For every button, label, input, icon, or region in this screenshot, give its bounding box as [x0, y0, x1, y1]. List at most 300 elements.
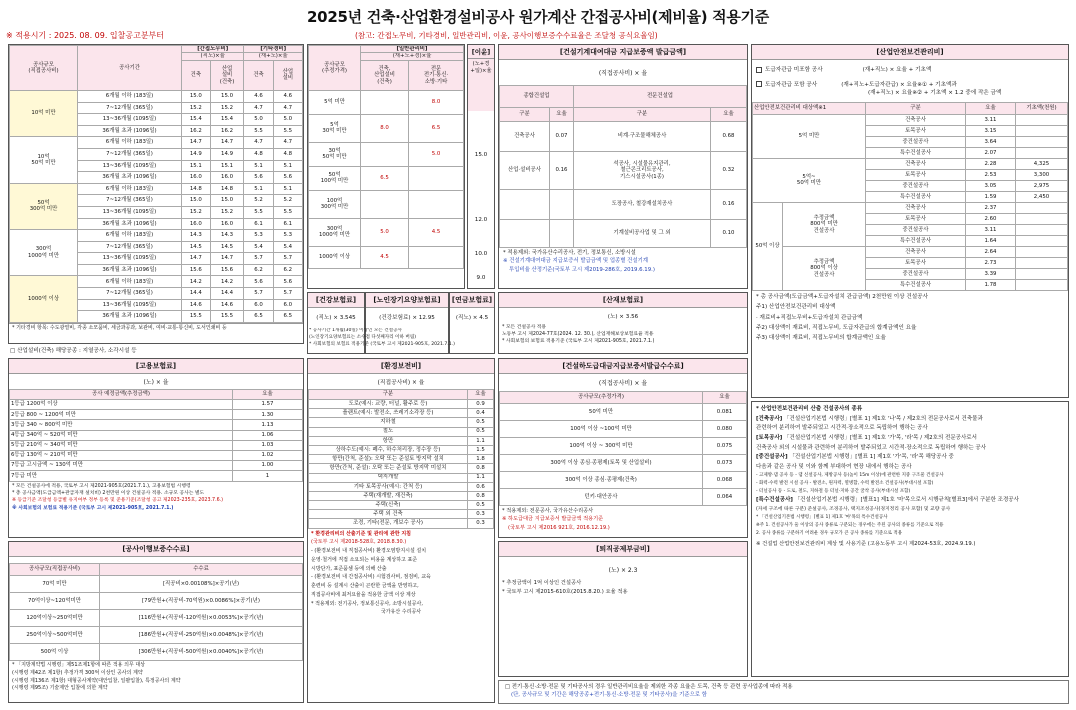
environment-cell: 0.6 — [468, 482, 494, 491]
safety-cell: 3.15 — [966, 125, 1016, 136]
other-formula: (재+노)×율 — [244, 53, 303, 60]
machine-cell — [500, 220, 550, 248]
labor-rate: 15.5 — [182, 311, 211, 323]
safety-col-rate: 요율 — [966, 102, 1016, 114]
env-col-type: 구분 — [309, 390, 468, 400]
safety-cell: 2.28 — [966, 158, 1016, 169]
col-plant2: 산업 설비 — [273, 60, 302, 90]
labor-rate: 4.6 — [244, 90, 273, 102]
environment-cell: 주택(신축) — [309, 501, 468, 510]
guar-col-fee: 수수료 — [100, 564, 303, 576]
labor-period: 36개월 초과 (1096일) — [78, 125, 182, 137]
labor-rate: 14.7 — [182, 137, 211, 149]
machine-row — [500, 122, 747, 152]
guarantee-cell: 250억이상~500억미만 — [10, 627, 100, 644]
labor-rate: 16.0 — [182, 172, 211, 184]
labor-rate: 6.1 — [244, 218, 273, 230]
labor-rate: 4.7 — [244, 137, 273, 149]
sub-col-rate: 요율 — [703, 392, 747, 404]
subcontract-cell: 0.064 — [703, 489, 747, 506]
machine-col-rate: 요율 — [550, 108, 574, 122]
labor-period: 7~12개월 (365일) — [78, 288, 182, 300]
general-rate — [409, 246, 464, 268]
subcontract-cell: 100억 이상 ~100억 미만 — [500, 421, 703, 438]
safety-opt1: 도급자관급 미포함 공사 (재+직노) × 요율 + 기초액 — [756, 66, 1064, 75]
general-rate: 4.5 — [409, 218, 464, 246]
employment-cell: 4등급 340억 ~ 520억 미만 — [10, 430, 233, 440]
safety-head: [산업안전보건관리비] — [752, 45, 1068, 60]
safety-col-base: 기초액(천원) — [1016, 102, 1068, 114]
labor-rate: 15.0 — [182, 90, 211, 102]
labor-rate: 14.9 — [210, 148, 244, 160]
environment-row — [309, 464, 494, 473]
guarantee-row — [10, 627, 303, 644]
machine-h1: 종합건설업 — [500, 86, 574, 108]
general-scale: 1000억 이상 — [309, 246, 361, 268]
machine-head: [건설기계대여대금 지급보증액 발급금액] — [499, 45, 747, 60]
labor-rate: 5.2 — [244, 195, 273, 207]
labor-rate: 5.4 — [244, 241, 273, 253]
guarantee-cell: [116만원+(직공비-120억원)×0.0053%]×공기(년) — [100, 610, 303, 627]
retirement-head: [퇴직공제부금비] — [499, 542, 747, 557]
environment-notes: * 환경관리비의 산출기준 및 관리에 관한 지침 (국토부 고시 제2018-528호, 2018.8.30.) - (환경보전비 내 직접공사비) 환경오염방지시설 설치 운영·철거에 직접 소요되는 비용을 계상하고 표준 시방단가, 표준품셈 등에 의해 산출 - (환경보전비 내 간접공사비) 시험검사비, 점검비, 교육 훈련비 등 설계시 산출이 곤란한 금액을 반영하고, 직접공사비에 최저요율을 적용한 금액 이상 계상 * 적용제외: 전기공사, 정보통신공사, 소방시설공사, 국가유산 수리공사 — [311, 530, 431, 616]
machine-cell: 0.10 — [711, 220, 747, 248]
subcontract-cell: 0.080 — [703, 421, 747, 438]
machine-col-rate2: 요율 — [711, 108, 747, 122]
environment-row — [309, 501, 494, 510]
labor-rate: 14.8 — [182, 183, 211, 195]
safety-cell: 특수건설공사 — [866, 191, 966, 202]
machine-cell — [550, 220, 574, 248]
safety-n4: 주3) 대상액이 재료비, 직접노무비의 합계금액인 요율 — [756, 335, 886, 342]
col-plant: 산업 설비 (건축) — [210, 60, 244, 90]
health-note: * 공사기간 1개월(30일) 이상인 모든 건설공사 — [309, 328, 402, 333]
general-row — [309, 218, 464, 246]
labor-rate: 4.8 — [273, 148, 302, 160]
labor-rate: 5.5 — [244, 125, 273, 137]
subcontract-formula: (직접공사비) × 율 — [598, 380, 648, 387]
machine-row — [500, 190, 747, 220]
environment-cell: 지하철 — [309, 418, 468, 427]
labor-rate: 14.8 — [210, 183, 244, 195]
environment-row — [309, 482, 494, 491]
safety-scale: 5억 미만 — [753, 114, 866, 158]
labor-rate: 14.4 — [182, 288, 211, 300]
profit-section — [467, 44, 495, 289]
emp-col-rate: 요율 — [233, 390, 303, 400]
labor-row — [10, 276, 303, 288]
labor-rate: 6.5 — [273, 311, 302, 323]
environment-row — [309, 510, 494, 519]
general-rate: 5.0 — [361, 218, 409, 246]
employment-cell: 1등급 1200억 이상 — [10, 400, 233, 410]
col-building: 건축 — [182, 60, 211, 90]
safety-note-a: * 총 공사금액(도급금액+도급자설치 관급금액) 2천만원 이상 건설공사 — [756, 293, 928, 300]
safety-cell: 특수건설공사 — [866, 235, 966, 246]
subcontract-row — [500, 472, 747, 489]
subcontract-cell: 300억 이상 종심·종평제(건축) — [500, 472, 703, 489]
labor-scale: 10억 50억 미만 — [10, 137, 78, 183]
labor-rate: 5.1 — [244, 183, 273, 195]
general-rate: 6.5 — [361, 166, 409, 190]
safety-types-section — [751, 401, 1069, 677]
labor-rate: 14.2 — [182, 276, 211, 288]
safety-cell: 건축공사 — [866, 114, 966, 125]
environment-formula: (직접공사비) × 율 — [377, 380, 425, 386]
environment-cell: 상하수도(예시: 폐수, 하수처리장, 정수장 등) — [309, 445, 468, 454]
pension-head: [연금보험료] — [450, 293, 494, 308]
subcontract-cell: 0.075 — [703, 438, 747, 455]
labor-rate: 15.4 — [182, 114, 211, 126]
safety-cell — [1016, 235, 1068, 246]
labor-rate: 15.5 — [210, 311, 244, 323]
safety-cell: 2.60 — [966, 213, 1016, 224]
labor-period: 7~12개월 (365일) — [78, 148, 182, 160]
safety-sub: 추정금액 800억 미만 건설공사 — [783, 202, 866, 246]
machine-cell — [550, 190, 574, 220]
guarantee-cell: [직공비×0.00108%]×공기(년) — [100, 576, 303, 593]
environment-cell: 0.3 — [468, 519, 494, 528]
machine-cell: 0.16 — [550, 152, 574, 190]
environment-cell: 항만(간척, 준설): 오탁 또는 준설토 방지막 미설치 — [309, 464, 468, 473]
labor-rate: 4.7 — [273, 102, 302, 114]
footer-body: □ 전기·통신·소방·전문 및 기타공사의 경우 일반관리비요율을 제외한 각종 요율은 도목, 건축 등 관련 공사업종에 따라 적용 (단, 공사규모 및 기간은 해당공종+전기·통신·소방·전문 및 기타공사)을 기준으로 함 — [505, 684, 793, 699]
general-rate: 6.5 — [409, 114, 464, 142]
pension-formula: (직노) × 4.5 — [455, 315, 489, 321]
safety-cell: 중건설공사 — [866, 136, 966, 147]
retirement-formula: (노) × 2.3 — [608, 567, 638, 574]
labor-period: 36개월 초과 (1096일) — [78, 172, 182, 184]
labor-period: 13~36개월 (1095일) — [78, 160, 182, 172]
safety-row — [753, 114, 1068, 125]
guarantee-table — [9, 563, 303, 661]
labor-rate: 6.1 — [273, 218, 302, 230]
safety-types-body: * 산업안전보건관리비 산출 건설공사의 종류 [건축공사] 「건설산업기본법 시행령」[별표 1] 제1호 '나'목 / 제2호의 전문공사로서 건축물과 관련하여 분리하여 발주되었고 시간적·장소적으로 독립하여 행하는 공사 [토목공사] 「건설산업기본법 시행령」[별표 1] 제1호 '가'목, '라'목 / 제2호의 전문공사로서 건축공사 외의 시설물과 관련하여 분리하여 발주되었고 시간적·장소적으로 독립하여 행하는 공사 [중건설공사] 「건설산업기본법 시행령」[별표 1] 제1호 '가'목, '라'목 해당공사 중 다음과 같은 공사 및 이와 함께 부대하여 현장 내에서 행하는 공사 - 고제방·댐 공사 등 - 댐 신설공사, 제방공사 등(높이 15m 이상)에 관련한 지중 구조물 건설공사 - 화력·수력 발전 시설 공사 - 발전소, 원자력, 열병합, 수력 발전소 건설공사(부대시설 포함) - 터널공사 등 - 도로, 철도, 지하철 등 터널·지하 공간 굴착 공사(부대시설 포함) [특수건설공사] 「건설산업기본법 시행령」[별표1] 제1호 '마'목으로서 시행규칙[별표3]에서 구분한 조경공사 (자세 구조에 따른 구분) 준설공사, 조경공사, 택지조성공사(경지정리 공사 포함) 및 교량 공사 * 「건설산업기본법 시행령」[별표 1] 제1호 '마'목의 특수건설공사 ※주 1. 건설공사가 둘 이상의 공사 종류로 구분되는 경우에는 주된 공사의 종류를 기준으로 적용 2. 공사 종류를 구분하기 어려운 경우 규모가 큰 공사 종류를 기준으로 적용 ※ 건설업 산업안전보건관리비 계상 및 사용기준 (고용노동부 고시 제2024-53호, 2024.9.19.) — [756, 406, 1019, 547]
labor-row — [10, 230, 303, 242]
labor-row — [10, 183, 303, 195]
subcontract-table — [499, 391, 747, 506]
environment-row — [309, 409, 494, 418]
labor-scale: 10억 미만 — [10, 90, 78, 136]
labor-period: 6개월 이하 (183일) — [78, 183, 182, 195]
safety-cell: 2.37 — [966, 202, 1016, 213]
general-rate: 8.0 — [361, 114, 409, 142]
safety-col-label: 산업안전보건관리비 대상액※1 — [753, 102, 866, 114]
safety-n1: 주1) 산업안전보건관리비 대상액 — [756, 304, 836, 311]
profit-v2: 12.0 — [474, 217, 488, 223]
environment-row — [309, 418, 494, 427]
labor-rate: 15.6 — [182, 264, 211, 276]
labor-rate: 5.1 — [244, 160, 273, 172]
environment-cell: 1.8 — [468, 455, 494, 464]
safety-cell: 건축공사 — [866, 202, 966, 213]
labor-rate: 14.7 — [210, 253, 244, 265]
environment-cell: 0.4 — [468, 409, 494, 418]
apply-date: ※ 적용시기 : 2025. 08. 09. 입찰공고분부터 — [6, 31, 165, 40]
employment-cell: 2등급 800 ~ 1200억 미만 — [10, 410, 233, 420]
general-scale: 5억 미만 — [309, 90, 361, 114]
labor-rate: 5.0 — [273, 114, 302, 126]
safety-cell: 1.64 — [966, 235, 1016, 246]
profit-head: [이윤] — [468, 45, 494, 59]
safety-cell: 1.59 — [966, 191, 1016, 202]
safety-cell — [1016, 279, 1068, 290]
general-row — [309, 246, 464, 268]
general-row — [309, 190, 464, 218]
machine-row — [500, 152, 747, 190]
labor-row — [10, 90, 303, 102]
accident-formula: (노) × 3.56 — [607, 314, 639, 320]
labor-period: 7~12개월 (365일) — [78, 102, 182, 114]
safety-cell — [1016, 268, 1068, 279]
labor-period: 13~36개월 (1095일) — [78, 114, 182, 126]
labor-rate: 14.7 — [210, 137, 244, 149]
labor-rate: 5.6 — [244, 276, 273, 288]
employment-cell: 7등급 고시금액 ~ 130억 미만 — [10, 461, 233, 471]
subcontract-row — [500, 421, 747, 438]
emp-col-scale: 공사 예정금액(추정금액) — [10, 390, 233, 400]
labor-rate: 5.1 — [273, 160, 302, 172]
labor-head: [간접노무비] — [182, 46, 244, 53]
labor-rate: 5.7 — [244, 253, 273, 265]
labor-rate: 15.2 — [210, 206, 244, 218]
machine-col-type2: 구분 — [574, 108, 711, 122]
page-title: 2025년 건축·산업환경설비공사 원가계산 간접공사비(제비율) 적용기준 — [307, 8, 769, 26]
safety-cell — [1016, 125, 1068, 136]
environment-cell: 기타 토목공사(예시: 간척 등) — [309, 482, 468, 491]
labor-rate: 5.2 — [273, 195, 302, 207]
safety-cell: 3.11 — [966, 114, 1016, 125]
longterm-formula: (건강보험료) × 12.95 — [379, 315, 435, 321]
subcontract-row — [500, 404, 747, 421]
labor-rate: 15.1 — [210, 160, 244, 172]
subcontract-cell: 턴키·대안공사 — [500, 489, 703, 506]
labor-rate: 14.3 — [182, 230, 211, 242]
labor-rate: 14.7 — [182, 253, 211, 265]
safety-cell — [1016, 246, 1068, 257]
guarantee-head: [공사이행보증수수료] — [9, 542, 303, 557]
environment-cell: 주택(재개발, 재건축) — [309, 491, 468, 500]
employment-cell: 3등급 340 ~ 800억 미만 — [10, 420, 233, 430]
environment-row — [309, 436, 494, 445]
employment-cell: 6등급 130억 ~ 210억 미만 — [10, 450, 233, 460]
safety-cell: 특수건설공사 — [866, 147, 966, 158]
environment-row — [309, 473, 494, 482]
labor-rate: 14.4 — [210, 288, 244, 300]
general-row — [309, 166, 464, 190]
environment-cell: 조경, 기타(전문, 개보수 공사) — [309, 519, 468, 528]
labor-rate: 14.6 — [182, 299, 211, 311]
profit-v1: 15.0 — [474, 152, 488, 158]
footer-note — [498, 680, 1069, 704]
environment-cell: 택지개발 — [309, 473, 468, 482]
subcontract-cell: 300억 이상 종심·종평제(토목 및 산업설비) — [500, 455, 703, 472]
employment-formula: (노) × 율 — [143, 379, 169, 386]
environment-row — [309, 400, 494, 409]
employment-cell: 1.13 — [233, 420, 303, 430]
labor-scale: 1000억 이상 — [10, 276, 78, 322]
safety-col-type: 구분 — [866, 102, 966, 114]
reference-note: (참고: 간접노무비, 기타경비, 일반관리비, 이윤, 공사이행보증수수료율은 조달청 공식요율임) — [355, 31, 658, 40]
profit-v3: 10.0 — [474, 251, 488, 257]
labor-period: 13~36개월 (1095일) — [78, 253, 182, 265]
labor-period: 6개월 이하 (183일) — [78, 90, 182, 102]
labor-scale: 300억 1000억 미만 — [10, 230, 78, 276]
general-scale: 50억 100억 미만 — [309, 166, 361, 190]
safety-cell: 1.78 — [966, 279, 1016, 290]
safety-cell: 특수건설공사 — [866, 279, 966, 290]
labor-rate: 5.6 — [273, 276, 302, 288]
general-table — [308, 45, 464, 269]
environment-row — [309, 427, 494, 436]
safety-cell — [1016, 114, 1068, 125]
safety-cell: 3.39 — [966, 268, 1016, 279]
general-scale: 100억 300억 미만 — [309, 190, 361, 218]
employment-head: [고용보험료] — [9, 359, 303, 374]
subcontract-section — [498, 358, 748, 538]
safety-cell: 토목공사 — [866, 257, 966, 268]
opt2-checkbox[interactable] — [756, 81, 762, 87]
subcontract-row — [500, 455, 747, 472]
labor-rate: 15.2 — [210, 102, 244, 114]
labor-rate: 5.3 — [273, 230, 302, 242]
profit-formula: (노+경+일)×율 — [468, 59, 494, 111]
guarantee-cell: [186만원+(직공비-250억원)×0.0048%]×공기(년) — [100, 627, 303, 644]
labor-rate: 14.2 — [210, 276, 244, 288]
labor-period: 13~36개월 (1095일) — [78, 299, 182, 311]
guarantee-cell: 120억이상~250억미만 — [10, 610, 100, 627]
employment-row — [10, 420, 303, 430]
employment-cell: 1.30 — [233, 410, 303, 420]
labor-rate: 14.3 — [210, 230, 244, 242]
safety-cell: 3.64 — [966, 136, 1016, 147]
labor-row — [10, 137, 303, 149]
safety-cell — [1016, 257, 1068, 268]
guarantee-section — [8, 541, 304, 703]
opt1-checkbox[interactable] — [756, 67, 762, 73]
labor-rate: 15.2 — [182, 206, 211, 218]
machine-cell — [500, 190, 550, 220]
environment-cell: 항만(간척, 준설): 오탁 또는 준설토 방지막 설치 — [309, 455, 468, 464]
machine-section — [498, 44, 748, 289]
machine-notes — [499, 248, 747, 275]
machine-cell: 석공사, 시설물유지관리, 철근콘크리트공사, 기스시설공사(1종) — [574, 152, 711, 190]
general-section — [307, 44, 465, 289]
profit-v4: 9.0 — [476, 275, 486, 281]
labor-rate: 16.2 — [182, 125, 211, 137]
employment-row — [10, 400, 303, 410]
labor-rate: 5.5 — [273, 125, 302, 137]
safety-cell: 중건설공사 — [866, 180, 966, 191]
env-col-rate: 요율 — [468, 390, 494, 400]
labor-rate: 16.0 — [210, 218, 244, 230]
labor-rate: 16.0 — [210, 172, 244, 184]
subcontract-cell: 0.081 — [703, 404, 747, 421]
employment-notes: * 모든 건설공사에 적용, 국토부 고시 제2021-905호(2021.7.1.), 고용보험법 시행령 * 총 공사금액(도급금액+관급자재 설치비) 2천만원 이상 건설공사 적용. 소규모 공사는 별도 ※ 등급기준 조달청 등급별 유지여부 정부 등록 및 준용기준(조달청 공고 제2023-235호, 2023.7.6.) ※ 사회보험의 보험료 적용기준 (국토부 고시 제2021-905호, 2021.7.1.) — [12, 483, 224, 511]
labor-rate: 15.2 — [182, 102, 211, 114]
safety-options — [752, 60, 1068, 99]
plant-note: □ 산업설비(건축) 해당공종 : 지열공사, 소각시설 등 — [10, 348, 137, 354]
machine-table — [499, 85, 747, 248]
subcontract-notes: * 적용제외: 전문공사, 국가유산수리공사 ※ 하도급대금 지급보증서 발급금액 적용기준 (국토부 고시 제2016 921호, 2016.12.19.) — [502, 508, 610, 531]
general-rate: 5.0 — [409, 142, 464, 166]
safety-cell: 중건설공사 — [866, 268, 966, 279]
general-rate — [409, 190, 464, 218]
labor-rate: 14.5 — [210, 241, 244, 253]
safety-cell: 2.53 — [966, 169, 1016, 180]
safety-scale: 5억~ 50억 미만 — [753, 158, 866, 202]
labor-rate: 5.4 — [273, 241, 302, 253]
employment-cell: 1.03 — [233, 440, 303, 450]
safety-row — [753, 158, 1068, 169]
pension-note: * 사회보험의 보험료 적용기준 (국토부 고시 제2021-905호, 2021.7.1.) — [309, 341, 455, 347]
safety-cell: 4,325 — [1016, 158, 1068, 169]
employment-row — [10, 450, 303, 460]
machine-cell: 0.32 — [711, 152, 747, 190]
environment-cell: 1.1 — [468, 473, 494, 482]
labor-rate: 15.6 — [210, 264, 244, 276]
employment-row — [10, 461, 303, 471]
safety-cell: 건축공사 — [866, 246, 966, 257]
labor-period: 36개월 초과 (1096일) — [78, 218, 182, 230]
safety-n2: · 재료비+직접노무비+도급자설치 관급금액 — [756, 314, 863, 321]
environment-cell: 1.1 — [468, 436, 494, 445]
labor-rate: 6.0 — [273, 299, 302, 311]
environment-cell: 0.5 — [468, 427, 494, 436]
environment-table — [308, 389, 494, 529]
labor-rate: 5.7 — [273, 288, 302, 300]
general-rate: 4.5 — [361, 246, 409, 268]
labor-rate: 14.9 — [182, 148, 211, 160]
machine-formula: (직접공사비) × 율 — [598, 70, 648, 77]
environment-row — [309, 519, 494, 528]
labor-rate: 15.0 — [210, 90, 244, 102]
environment-cell: 1.5 — [468, 445, 494, 454]
machine-cell: 기계설비공사업 및 그 외 — [574, 220, 711, 248]
guarantee-row — [10, 644, 303, 661]
employment-cell: 5등급 210억 ~ 340억 미만 — [10, 440, 233, 450]
subcontract-cell: 50억 미만 — [500, 404, 703, 421]
safety-opt2b: (재+직노) × 요율※② + 기초액 × 1.2 중에 작은 금액 — [868, 90, 1002, 97]
environment-cell: 0.8 — [468, 491, 494, 500]
safety-cell — [1016, 213, 1068, 224]
safety-sub: 추정금액 800억 이상 건설공사 — [783, 246, 866, 290]
labor-rate: 4.8 — [244, 148, 273, 160]
labor-rate: 5.0 — [244, 114, 273, 126]
labor-period: 6개월 이하 (183일) — [78, 230, 182, 242]
safety-cell — [1016, 202, 1068, 213]
labor-period: 6개월 이하 (183일) — [78, 276, 182, 288]
environment-cell: 0.5 — [468, 418, 494, 427]
labor-rate: 15.1 — [182, 160, 211, 172]
safety-cell: 2.07 — [966, 147, 1016, 158]
labor-rate: 15.4 — [210, 114, 244, 126]
subcontract-row — [500, 489, 747, 506]
labor-rate: 5.5 — [244, 206, 273, 218]
accident-head: [산재보험료] — [499, 293, 747, 308]
safety-cell — [1016, 136, 1068, 147]
safety-section — [751, 44, 1069, 398]
labor-period: 13~36개월 (1095일) — [78, 206, 182, 218]
safety-cell: 3.11 — [966, 224, 1016, 235]
environment-row — [309, 445, 494, 454]
general-rate — [361, 142, 409, 166]
labor-rate: 6.0 — [244, 299, 273, 311]
health-formula: (직노) × 3.545 — [316, 315, 356, 321]
safety-cell: 건축공사 — [866, 158, 966, 169]
general-row — [309, 142, 464, 166]
employment-table — [9, 389, 303, 482]
